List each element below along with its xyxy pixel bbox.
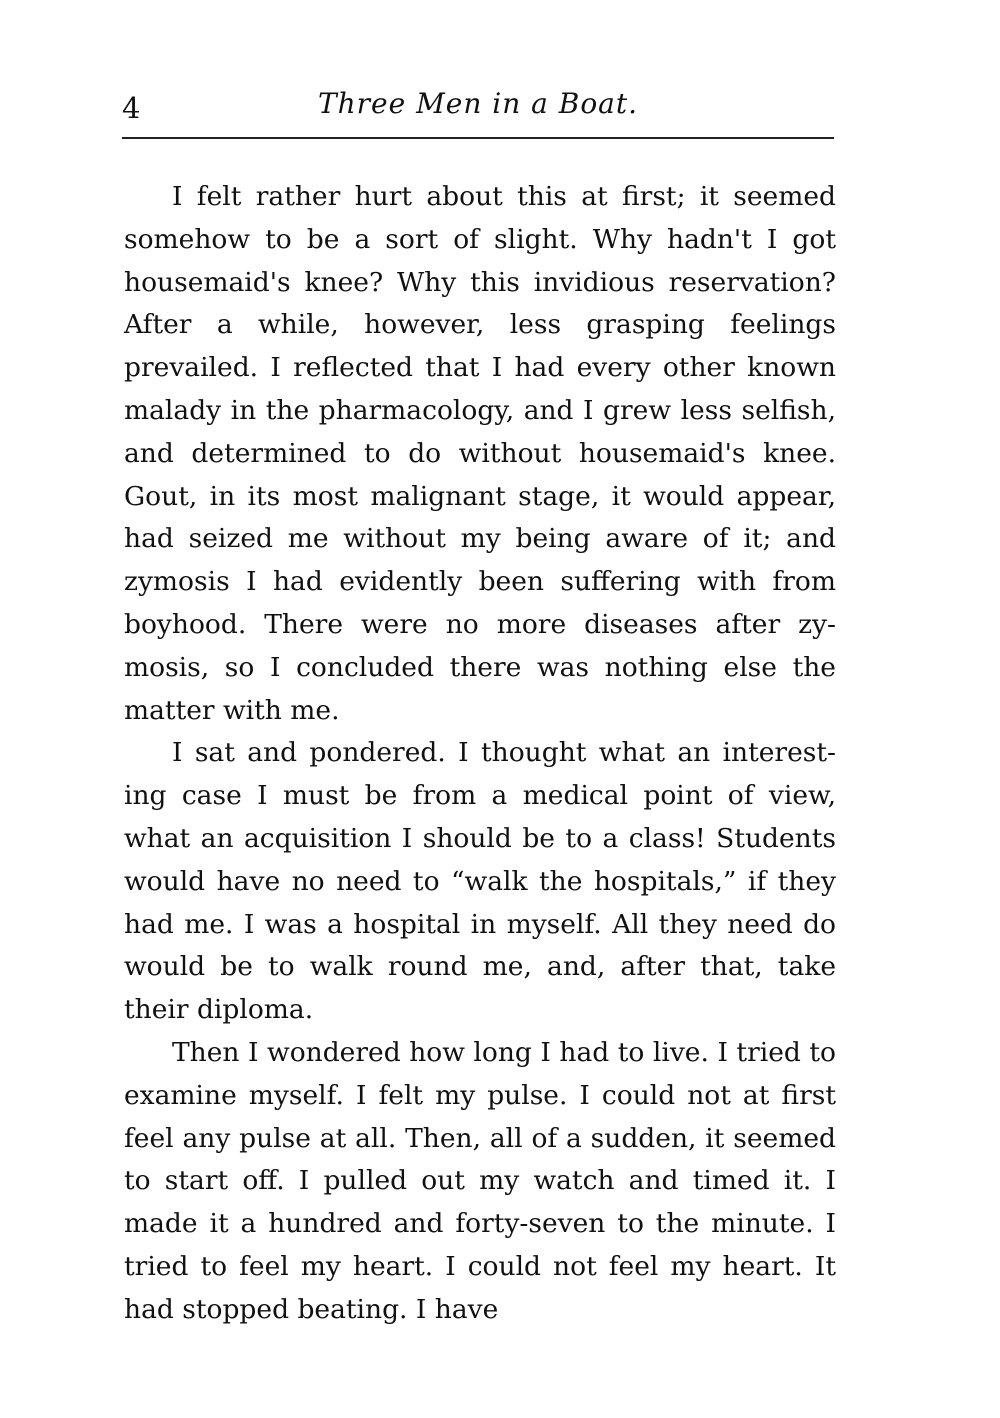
header-rule [122, 137, 834, 139]
page-number: 4 [122, 91, 141, 125]
paragraph: Then I wondered how long I had to live. I tried to examine myself. I felt my pulse. I could not at first feel any pulse at all. Then, all of a sudden, it seemed to start off. I pulled out my watch and timed it. I made it a hundred and forty-seven to the minute. I tried to feel my heart. I could not feel my heart. It had stopped beating. I have [124, 1036, 836, 1325]
paragraph: I felt rather hurt about this at first; it seemed somehow to be a sort of slight. Why hadn't I got housemaid's knee? Why this invidious reservation? After a while, however, less grasping feelings prevailed. I reflected that I had every other known malady in the pharmacology, and I grew less selfish, and determined to do without housemaid's knee. Gout, in its most malignant stage, it would appear, had seized me without my being aware of it; and zymosis I had evidently been suffering with from boyhood. There were no more diseases after zymosis, so I concluded there was nothing else the matter with me. [124, 181, 836, 726]
body-text [124, 176, 836, 1332]
running-title: Three Men in a Boat. [317, 87, 639, 120]
page-header [122, 82, 834, 128]
paragraph: I sat and pondered. I thought what an interesting case I must be from a medical point of view, what an acquisition I should be to a class! Students would have no need to “walk the hospitals,” if they had me. I was a hospital in myself. All they need do would be to walk round me, and, after that, take their diploma. [124, 737, 836, 1026]
